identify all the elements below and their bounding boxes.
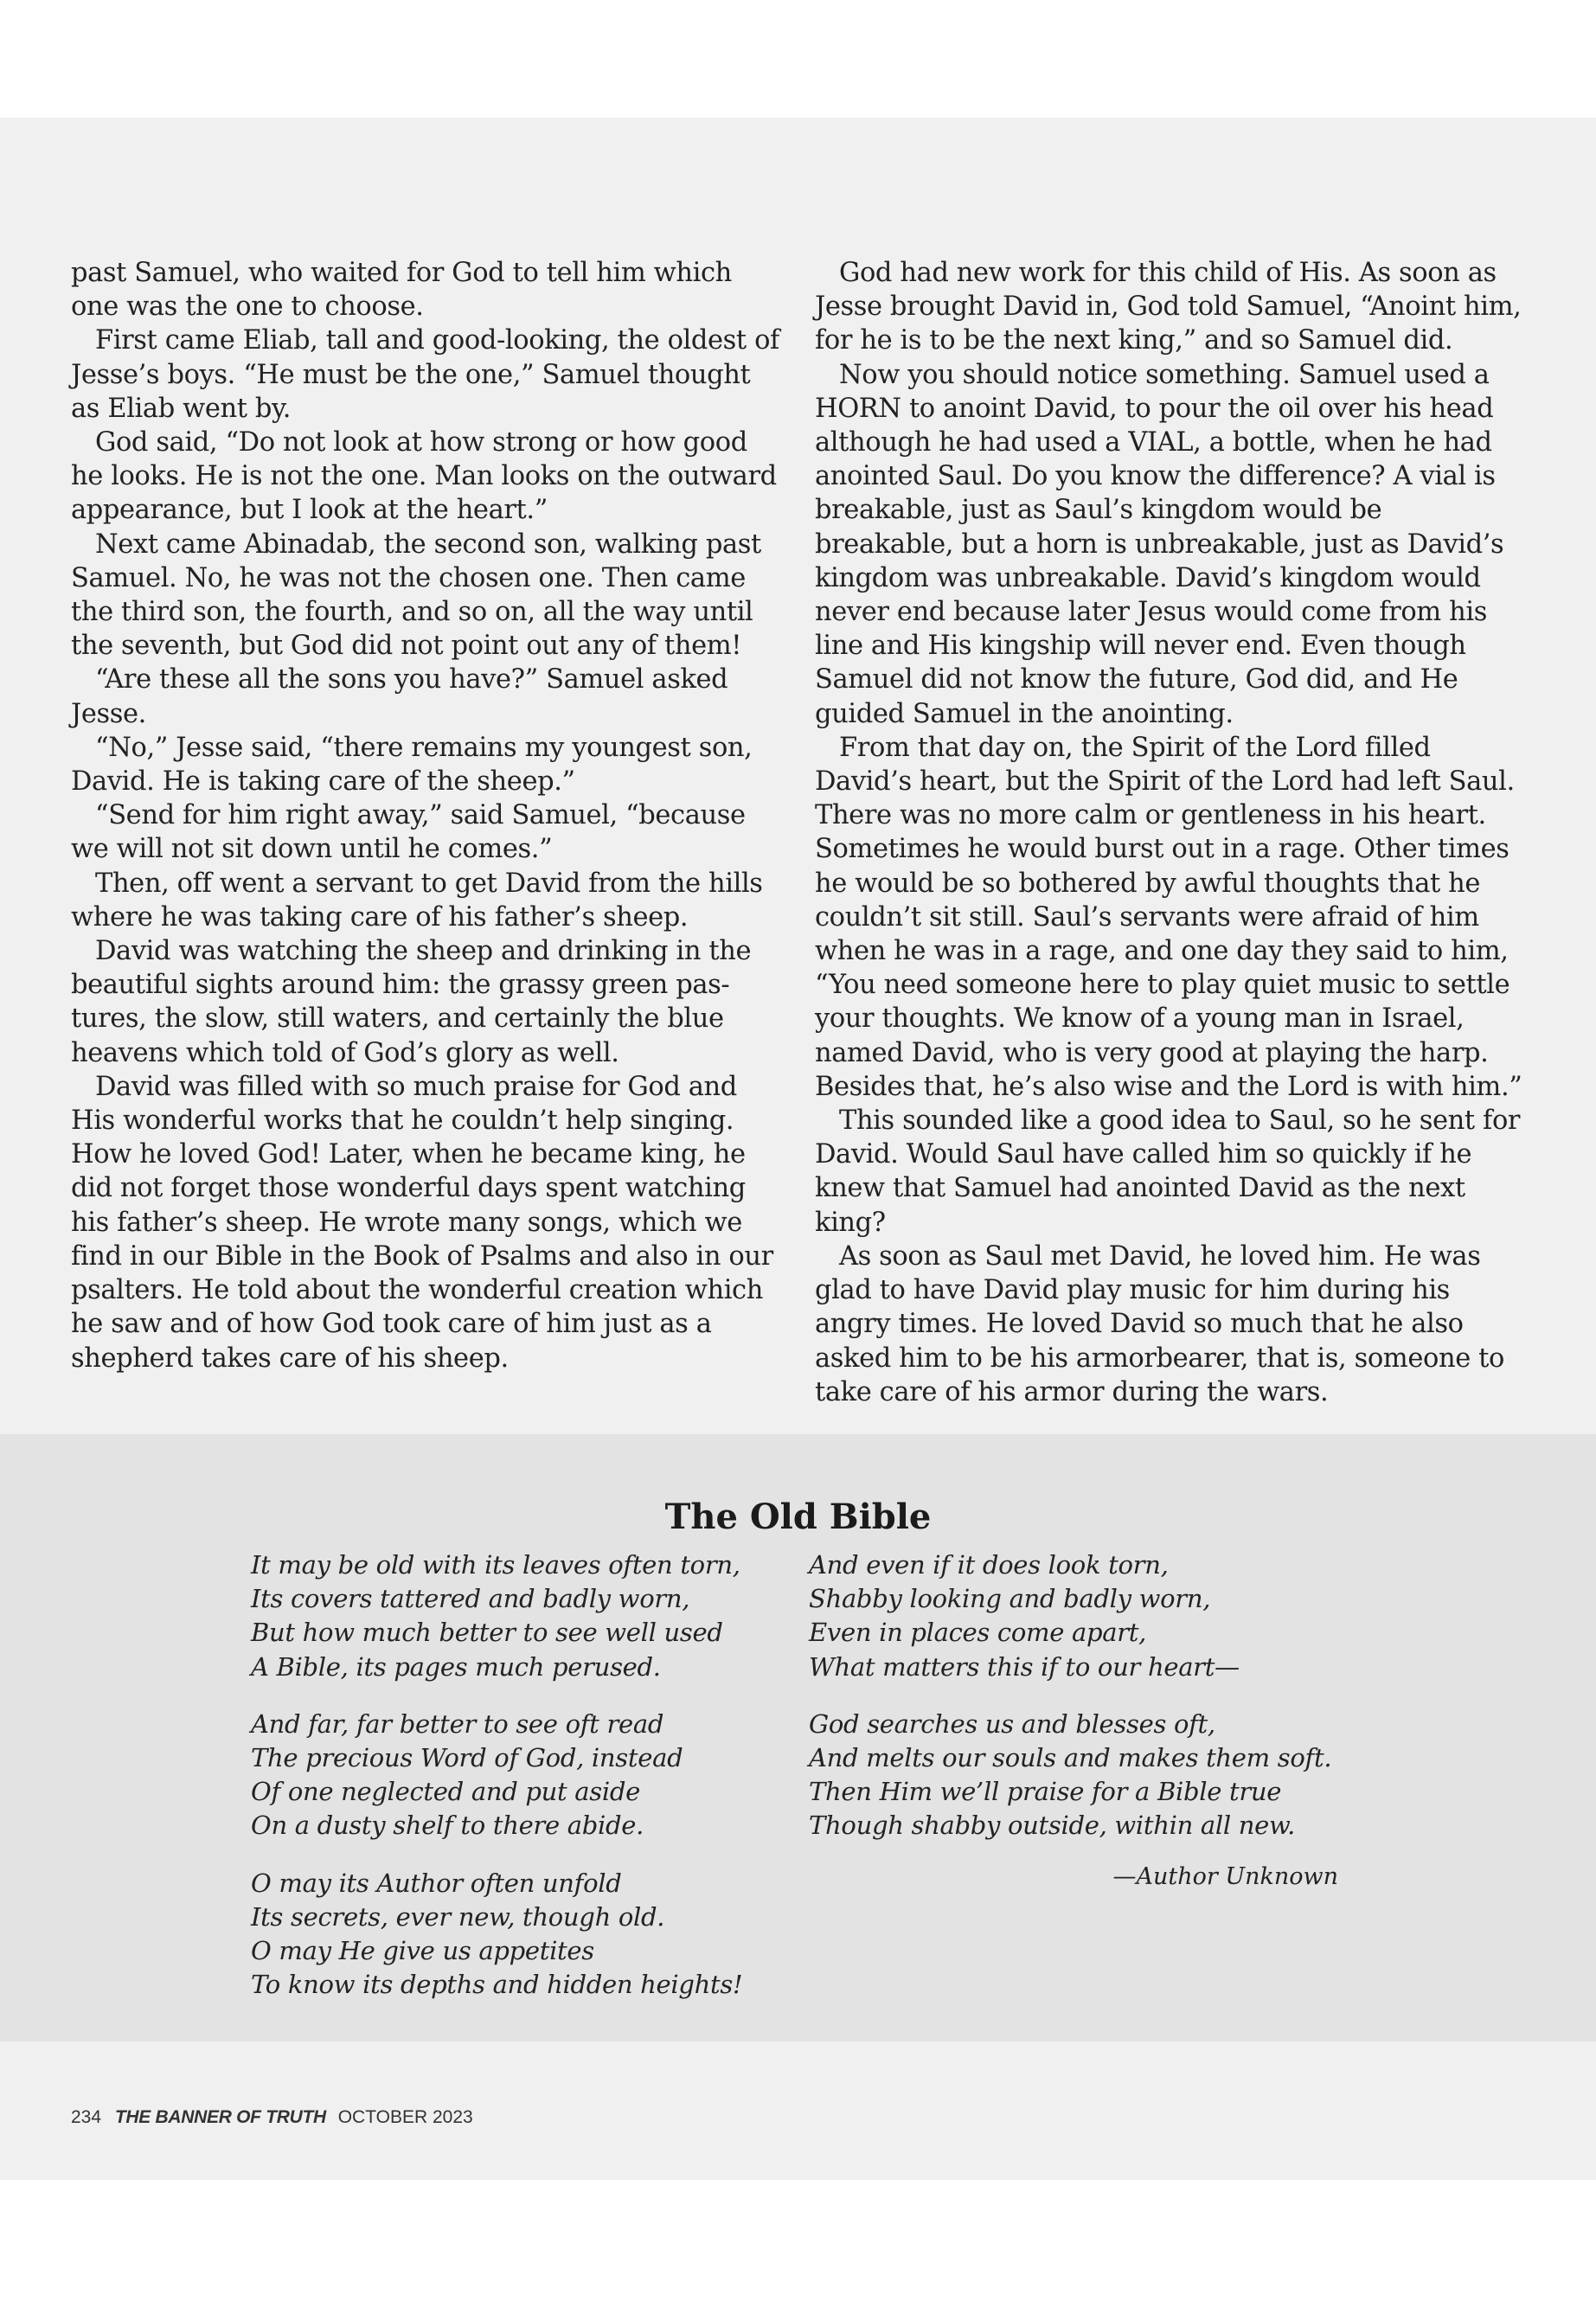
poem-line: A Bible, its pages much perused.	[251, 1651, 661, 1682]
paragraph: Next came Abinadab, the second son, walking past Samuel. No, he was not the chosen one. Then came the third son, the fourth, and so on, all the way until the seventh, but God did not point out any of them!	[71, 529, 761, 662]
poem-right-column	[809, 1548, 1345, 2025]
paragraph: From that day on, the Spirit of the Lord filled David’s heart, but the Spirit of the Lord had left Saul. There was no more calm or gentleness in his heart. Sometimes he would burst out in a rage. Other times he would be so bothered by awful thoughts that he couldn’t sit still. Saul’s servants were afraid of him when he was in a rage, and one day they said to him, “You need someone here to play quiet music to settle your thoughts. We know of a young man in Israel, named David, who is very good at playing the harp. Besides that, he’s also wise and the Lord is with him.”	[815, 732, 1522, 1102]
poem-line: What matters this if to our heart—	[809, 1651, 1240, 1682]
poem-line: And even if it does look torn,	[809, 1550, 1169, 1580]
paragraph: David was watching the sheep and drinking in the beautiful sights around him: the grassy green pastures, the slow, still waters, and certainly the blue heavens which told of God’s glory as well.	[71, 936, 752, 1068]
article-body	[71, 256, 1526, 1409]
publication-name: THE BANNER OF TRUTH	[114, 2107, 326, 2127]
article-right-column	[815, 256, 1526, 1409]
page-number: 234	[71, 2107, 102, 2127]
poem-line: To know its depths and hidden heights!	[251, 1970, 743, 2000]
poem-stanza	[251, 1708, 787, 1843]
paragraph: Now you should notice something. Samuel used a HORN to anoint David, to pour the oil over his head although he had used a VIAL, a bottle, when he had anointed Saul. Do you know the difference? A vial is breakable, just as Saul’s kingdom would be breakable, but a horn is unbreakable, just as David’s kingdom was unbreakable. David’s kingdom would never end because later Jesus would come from his line and His kingship will never end. Even though Samuel did not know the future, God did, and He guided Samuel in the anointing.	[815, 359, 1504, 729]
issue-date: OCTOBER 2023	[337, 2107, 473, 2127]
paragraph: past Samuel, who waited for God to tell him which one was the one to choose.	[71, 258, 732, 323]
poem-line: And far, far better to see oft read	[251, 1708, 664, 1739]
paragraph: God had new work for this child of His. As soon as Jesse brought David in, God told Samuel, “Anoint him, for he is to be the next king,” and so Samuel did.	[815, 258, 1522, 356]
poem-line: God searches us and blesses oft,	[809, 1708, 1215, 1739]
paragraph: As soon as Saul met David, he loved him. He was glad to have David play music for him during his angry times. He loved David so much that he also asked him to be his armorbearer, that is, someone to take care of his armor during the wars.	[815, 1240, 1504, 1407]
poem-title: The Old Bible	[664, 1497, 932, 1537]
paragraph: “Are these all the sons you have?” Samuel asked Jesse.	[71, 664, 728, 729]
poem-line: The precious Word of God, instead	[251, 1743, 683, 1773]
poem-line: Then Him we’ll praise for a Bible true	[809, 1777, 1282, 1807]
poem-line: O may its Author often unfold	[251, 1868, 622, 1898]
poem-line: Shabby looking and badly worn,	[809, 1584, 1211, 1614]
poem-line: Its secrets, ever new, though old.	[251, 1901, 665, 1932]
poem-left-column	[251, 1548, 787, 2025]
poem-line: But how much better to see well used	[251, 1618, 723, 1648]
poem-line: It may be old with its leaves often torn,	[251, 1550, 740, 1580]
poem-line: On a dusty shelf to there abide.	[251, 1811, 644, 1841]
page-footer	[71, 2107, 473, 2128]
poem-line: Its covers tattered and badly worn,	[251, 1584, 690, 1614]
page-background	[0, 118, 1596, 2180]
poem-stanza	[251, 1548, 787, 1684]
paragraph: “Send for him right away,” said Samuel, “because we will not sit down until he comes.”	[71, 800, 746, 865]
poem-stanza	[809, 1708, 1345, 1843]
poem-line: Even in places come apart,	[809, 1618, 1147, 1648]
article-left-column	[71, 256, 782, 1409]
poem-stanza	[809, 1548, 1345, 1684]
paragraph: “No,” Jesse said, “there remains my youngest son, David. He is taking care of the sheep.”	[71, 732, 753, 798]
paragraph: First came Eliab, tall and good-looking, the oldest of Jesse’s boys. “He must be the one,” Samuel thought as Eliab went by.	[71, 325, 779, 424]
paragraph: This sounded like a good idea to Saul, so he sent for David. Would Saul have called him so quickly if he knew that Samuel had anointed David as the next king?	[815, 1106, 1521, 1238]
poem-line: Of one neglected and put aside	[251, 1777, 640, 1807]
poem-line: Though shabby outside, within all new.	[809, 1811, 1296, 1841]
poem-attribution: —Author Unknown	[1112, 1862, 1338, 1890]
poem-line: O may He give us appetites	[251, 1936, 594, 1966]
poem-columns	[251, 1548, 1345, 2025]
poem-stanza	[251, 1867, 787, 2003]
paragraph: David was filled with so much praise for God and His wonderful works that he couldn’t help singing. How he loved God! Later, when he became king, he did not forget those wonderful days spent watching his father’s sheep. He wrote many songs, which we find in our Bible in the Book of Psalms and also in our psalters. He told about the wonderful creation which he saw and of how God took care of him just as a shepherd takes care of his sheep.	[71, 1071, 773, 1374]
paragraph: Then, off went a servant to get David from the hills where he was taking care of his father’s sheep.	[71, 868, 763, 933]
poem-line: And melts our souls and makes them soft.	[809, 1743, 1332, 1773]
paragraph: God said, “Do not look at how strong or how good he looks. He is not the one. Man looks on the outward appearance, but I look at the heart.”	[71, 427, 777, 526]
poem-box	[0, 1434, 1596, 2041]
